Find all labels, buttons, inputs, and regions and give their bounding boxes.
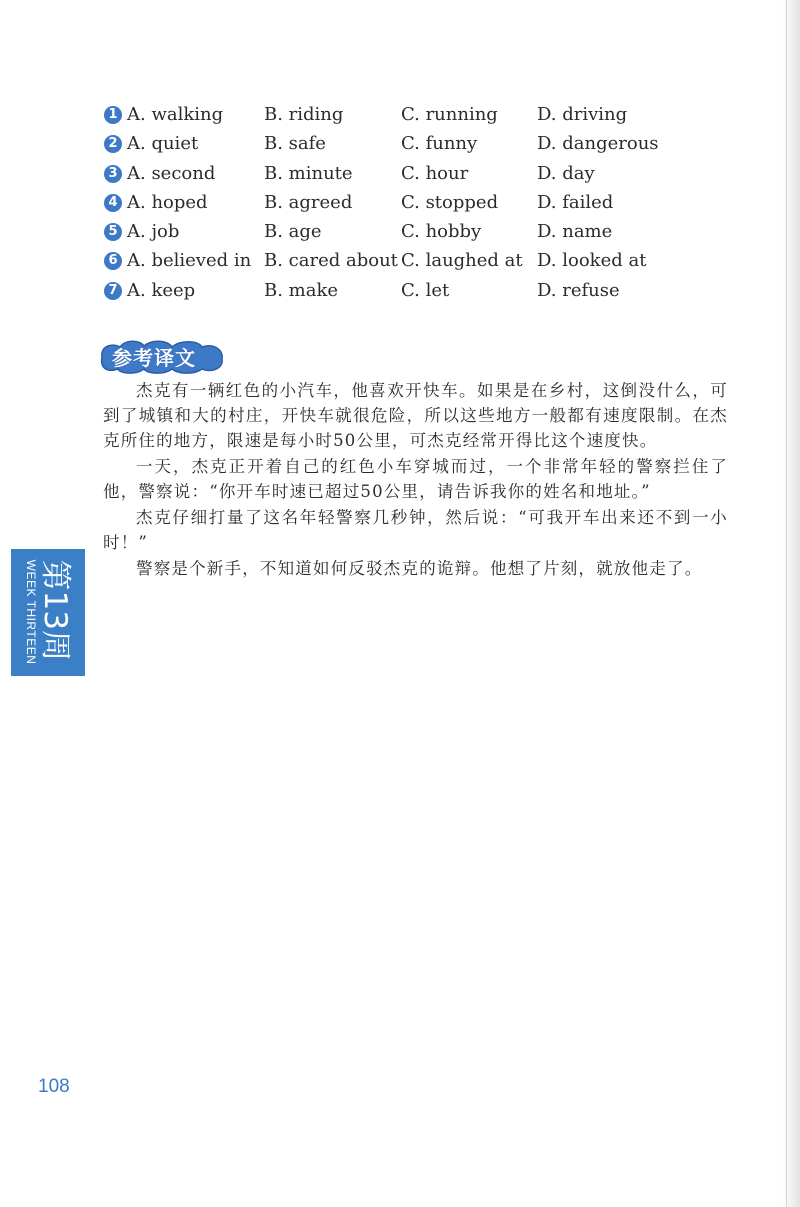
translation-paragraph: 警察是个新手，不知道如何反驳杰克的诡辩。他想了片刻，就放他走了。 bbox=[136, 559, 703, 578]
option-b: B. make bbox=[264, 279, 339, 301]
option-d: D. day bbox=[537, 162, 595, 184]
option-a: A. keep bbox=[127, 279, 196, 301]
reference-translation-header bbox=[98, 337, 228, 375]
number-badge: 2 bbox=[104, 135, 122, 153]
option-a: A. second bbox=[127, 162, 216, 184]
page-edge-shadow bbox=[782, 0, 800, 1207]
reference-translation-title: 参考译文 bbox=[112, 346, 196, 370]
option-c: C. funny bbox=[401, 133, 478, 155]
page-number: 108 bbox=[38, 1076, 70, 1097]
option-d: D. driving bbox=[537, 104, 628, 125]
number-badge: 4 bbox=[104, 194, 122, 212]
option-row-4 bbox=[104, 190, 684, 219]
number-badge: 7 bbox=[104, 282, 122, 300]
option-a: A. believed in bbox=[127, 250, 252, 272]
option-d: D. dangerous bbox=[537, 133, 659, 155]
week-english-label: WEEK THIRTEEN bbox=[24, 559, 38, 665]
page-edge-line bbox=[786, 0, 787, 1207]
option-d: D. refuse bbox=[537, 279, 620, 301]
option-b: B. age bbox=[264, 221, 322, 243]
number-badge: 6 bbox=[104, 252, 122, 270]
option-c: C. laughed at bbox=[401, 250, 523, 272]
week-tab-content bbox=[24, 560, 72, 665]
option-b: B. minute bbox=[264, 162, 353, 184]
option-c: C. hour bbox=[401, 162, 469, 184]
option-b: B. agreed bbox=[264, 191, 353, 213]
week-side-tab bbox=[11, 549, 85, 676]
translation-paragraph: 一天，杰克正开着自己的红色小车穿城而过，一个非常年轻的警察拦住了他，警察说：“你开车时速已超过50公里，请告诉我你的姓名和地址。” bbox=[103, 457, 728, 501]
option-a: A. hoped bbox=[127, 191, 208, 213]
option-row-2 bbox=[104, 131, 684, 160]
translation-paragraph: 杰克有一辆红色的小汽车，他喜欢开快车。如果是在乡村，这倒没什么，可到了城镇和大的村庄，开快车就很危险，所以这些地方一般都有速度限制。在杰克所住的地方，限速是每小时50公里，可杰克经常开得比这个速度快。 bbox=[103, 381, 728, 450]
translation-paragraph: 杰克仔细打量了这名年轻警察几秒钟，然后说：“可我开车出来还不到一小时！” bbox=[103, 508, 728, 552]
option-d: D. name bbox=[537, 221, 613, 243]
option-row-1 bbox=[104, 102, 684, 131]
option-row-5 bbox=[104, 219, 684, 248]
option-a: A. job bbox=[127, 221, 180, 243]
option-c: C. stopped bbox=[401, 191, 499, 213]
option-a: A. walking bbox=[127, 104, 224, 125]
option-b: B. safe bbox=[264, 133, 326, 155]
number-badge: 3 bbox=[104, 165, 122, 183]
option-d: D. failed bbox=[537, 191, 614, 213]
option-b: B. riding bbox=[264, 104, 344, 125]
option-d: D. looked at bbox=[537, 250, 647, 272]
option-row-6 bbox=[104, 248, 684, 277]
number-badge: 5 bbox=[104, 223, 122, 241]
option-c: C. running bbox=[401, 104, 498, 125]
option-a: A. quiet bbox=[127, 133, 199, 155]
option-c: C. let bbox=[401, 279, 450, 301]
option-row-3 bbox=[104, 161, 684, 190]
option-c: C. hobby bbox=[401, 221, 482, 243]
answer-options-list bbox=[104, 102, 684, 307]
option-row-7 bbox=[104, 278, 684, 307]
option-b: B. cared about bbox=[264, 250, 398, 272]
translation-body bbox=[103, 378, 728, 582]
number-badge: 1 bbox=[104, 106, 122, 124]
week-chinese-label: 第13周 bbox=[37, 559, 73, 662]
